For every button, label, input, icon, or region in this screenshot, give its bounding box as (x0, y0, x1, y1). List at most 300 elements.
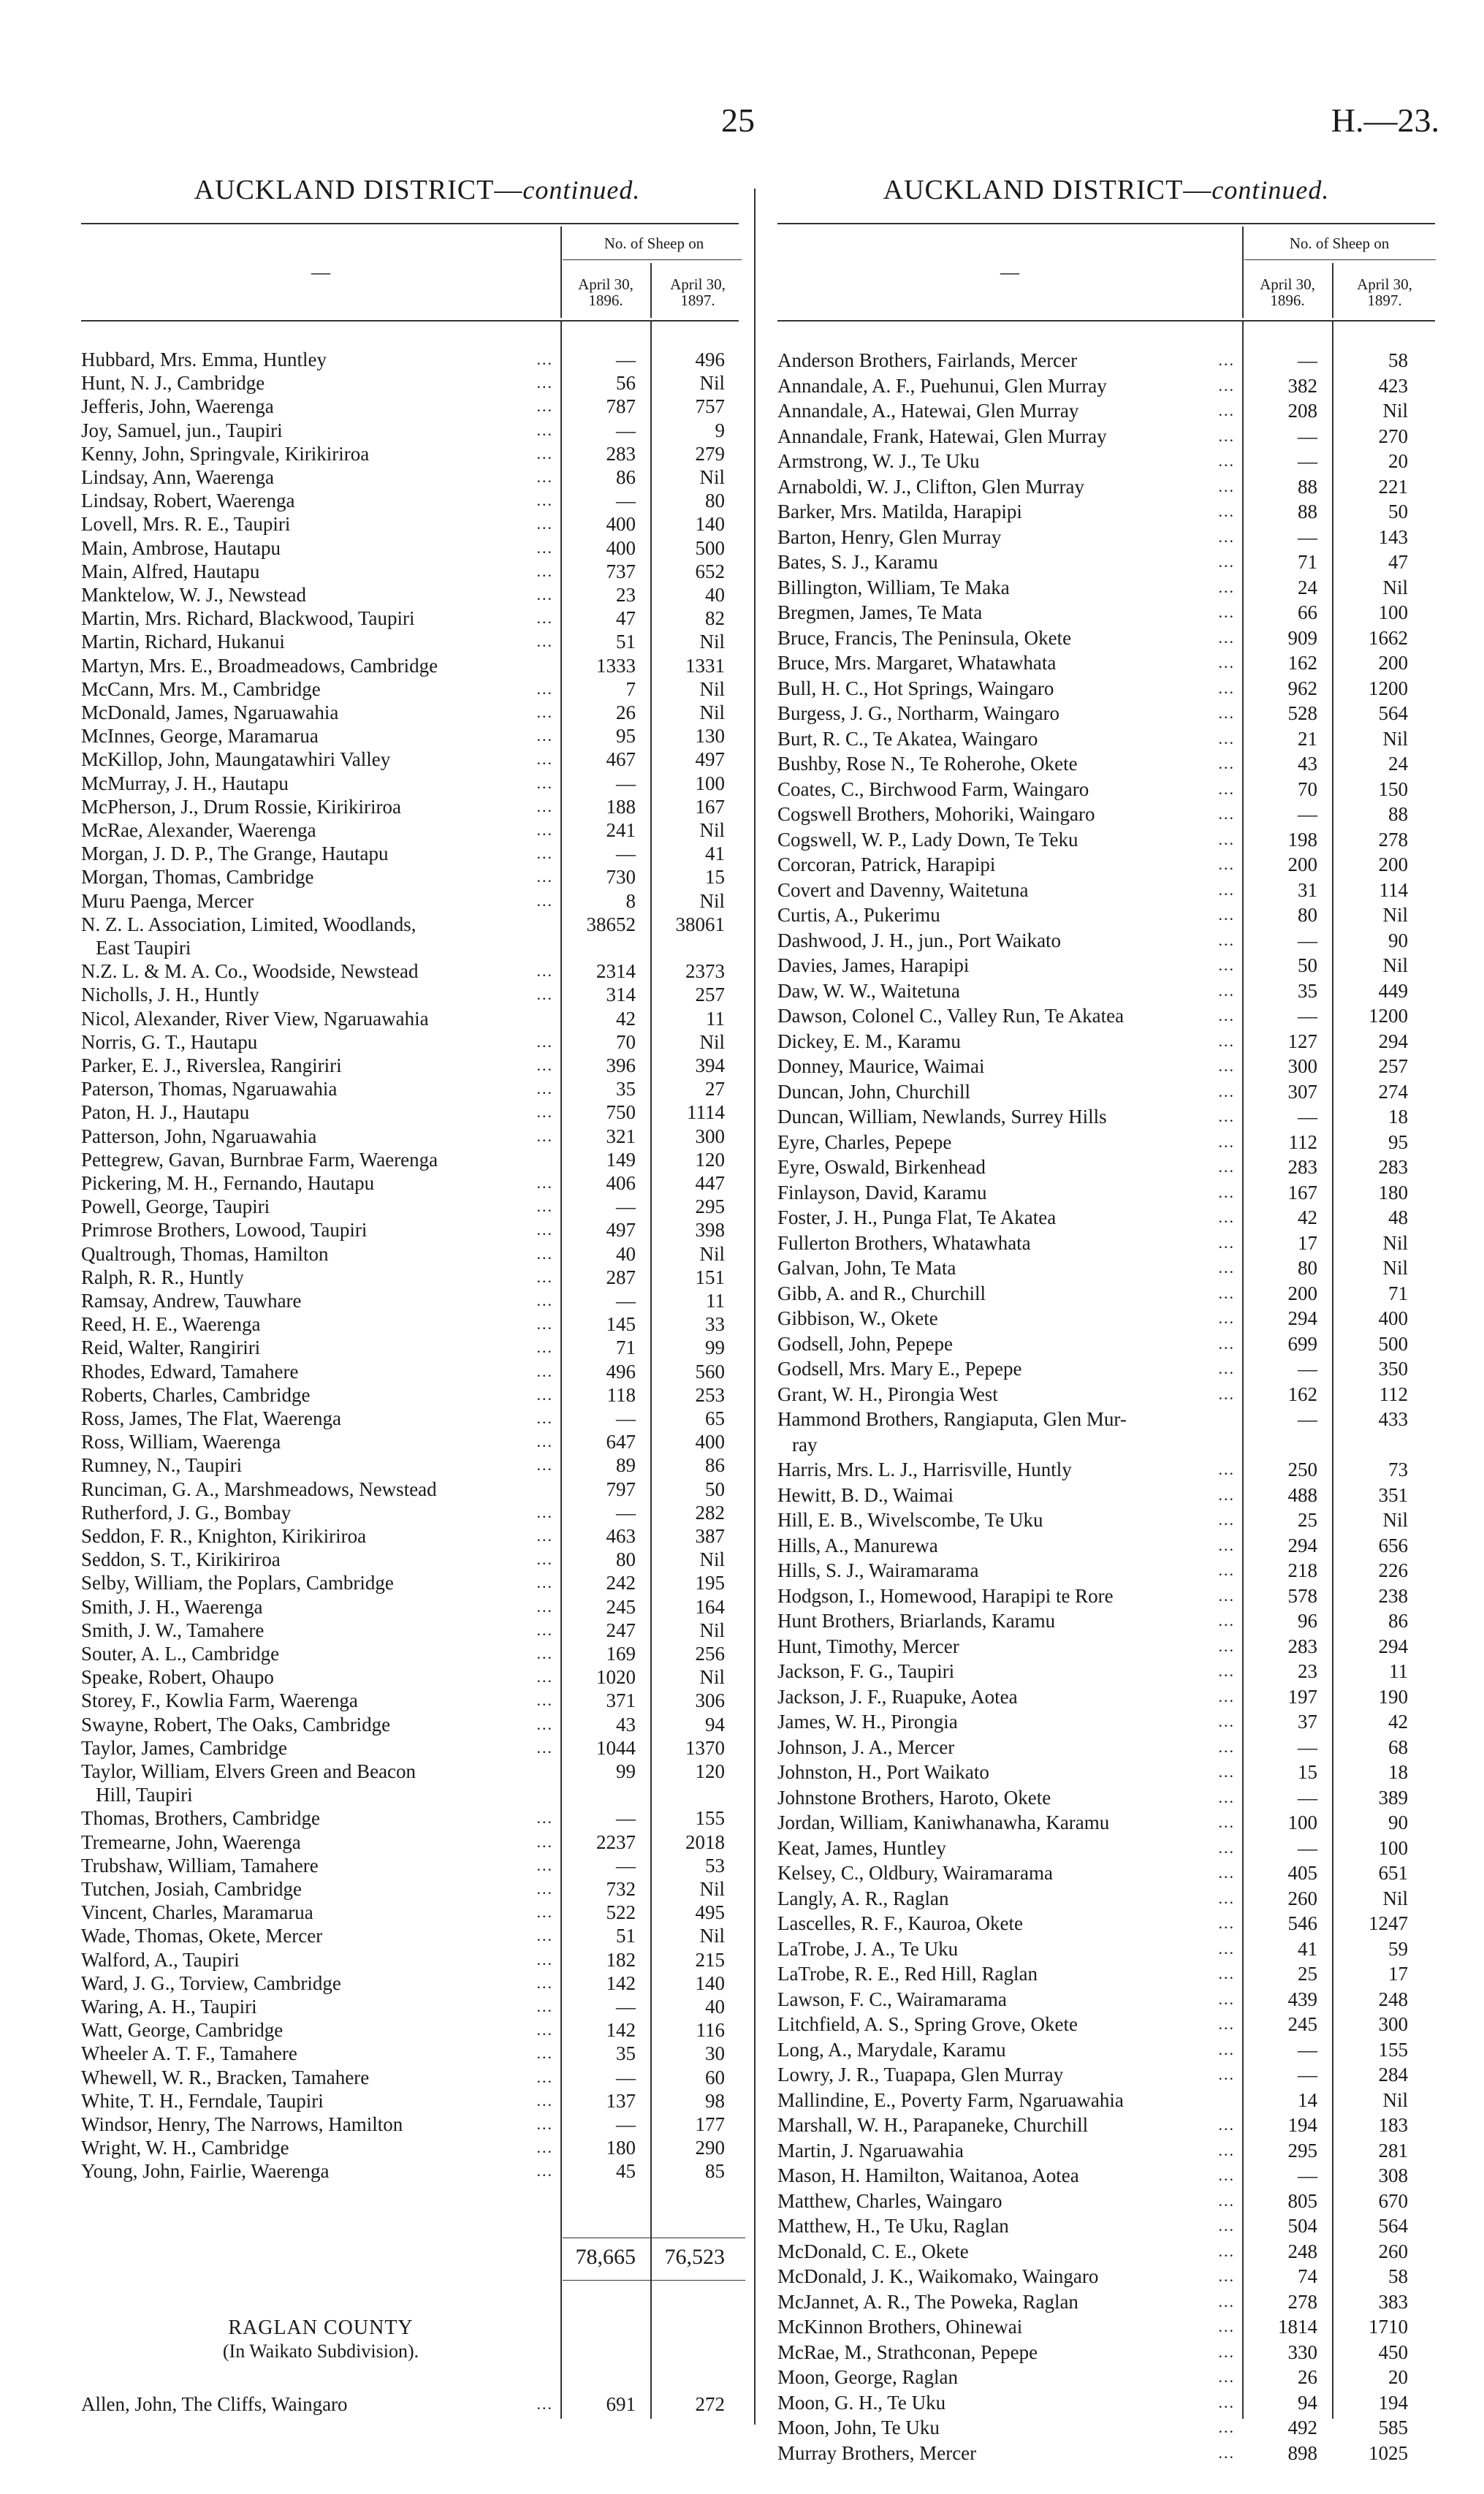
sheep-1897: 450 (1378, 2341, 1408, 2363)
owner-name-continued: East Taupiri (96, 937, 191, 959)
sheep-1896: 1044 (596, 1736, 636, 1759)
owner-name: Speake, Robert, Ohaupo (81, 1666, 274, 1689)
sheep-1897: 68 (1388, 1735, 1408, 1758)
owner-name: Nicholls, J. H., Huntly (81, 984, 259, 1006)
owner-name: Anderson Brothers, Fairlands, Mercer (777, 349, 1078, 371)
sheep-1896: 145 (606, 1313, 636, 1336)
sheep-1897: 88 (1388, 803, 1408, 825)
dot-leader: ... (536, 773, 553, 792)
title-text: AUCKLAND DISTRICT— (883, 175, 1212, 205)
sheep-1896: 162 (1287, 1383, 1317, 1405)
dot-leader: ... (1218, 2115, 1235, 2134)
owner-name: McDonald, C. E., Okete (777, 2240, 969, 2262)
sheep-1897: 11 (706, 1290, 725, 1312)
owner-name: Vincent, Charles, Maramarua (81, 1901, 313, 1924)
dot-leader: ... (1218, 1838, 1235, 1857)
dot-leader: ... (1218, 754, 1235, 772)
sheep-1897: 281 (1378, 2139, 1408, 2162)
dot-leader: ... (536, 985, 553, 1004)
sheep-1896: 2237 (596, 1830, 636, 1853)
sheep-1897: 194 (1378, 2391, 1408, 2414)
owner-name: Jordan, William, Kaniwhanawha, Karamu (777, 1811, 1110, 1833)
owner-name: Tremearne, John, Waerenga (81, 1830, 301, 1853)
dot-leader: ... (536, 373, 553, 392)
dot-leader: ... (536, 1315, 553, 1334)
sheep-1897: 140 (695, 1972, 725, 1994)
sheep-1897: 86 (1388, 1610, 1408, 1632)
sheep-1897: 112 (1379, 1383, 1408, 1405)
owner-name: Barton, Henry, Glen Murray (777, 525, 1002, 548)
dot-leader: ... (536, 1456, 553, 1475)
sheep-1897: 447 (695, 1172, 725, 1194)
column-header-1897 (1333, 276, 1436, 308)
sheep-1896: 405 (1287, 1862, 1317, 1884)
owner-name: Hunt, Timothy, Mercer (777, 1635, 959, 1657)
dot-leader: ... (1218, 930, 1235, 949)
rule (1242, 227, 1244, 318)
sheep-1896: 8 (625, 889, 636, 912)
sheep-1896: — (616, 1407, 636, 1429)
dot-leader: ... (1218, 1636, 1235, 1655)
owner-name: Curtis, A., Pukerimu (777, 904, 940, 926)
sheep-1896: 99 (616, 1760, 636, 1782)
sheep-1896: 88 (1298, 475, 1317, 498)
owner-name: Jackson, F. G., Taupiri (777, 1660, 955, 1682)
dot-leader: ... (1218, 1384, 1235, 1403)
dot-leader: ... (536, 444, 553, 463)
column-divider (754, 189, 756, 2425)
owner-name: Moon, George, Raglan (777, 2366, 958, 2388)
sheep-1896: — (1298, 1735, 1317, 1758)
owner-name: Seddon, F. R., Knighton, Kirikiriroa (81, 1525, 367, 1547)
sheep-1897: Nil (1382, 400, 1408, 422)
sheep-1897: 47 (1388, 551, 1408, 573)
sheep-1896: 45 (616, 2160, 636, 2183)
rule (560, 227, 562, 318)
dot-leader: ... (1218, 1359, 1235, 1377)
dot-leader: ... (1218, 2418, 1235, 2436)
dot-leader: ... (1218, 1157, 1235, 1176)
sheep-1896: — (1298, 349, 1317, 371)
owner-name: Storey, F., Kowlia Farm, Waerenga (81, 1689, 358, 1712)
owner-name: McKillop, John, Maungatawhiri Valley (81, 748, 391, 771)
sheep-1896: 371 (606, 1689, 636, 1712)
owner-name: Rutherford, J. G., Bombay (81, 1501, 292, 1524)
sheep-1896: 330 (1287, 2341, 1317, 2363)
sheep-1897: 48 (1388, 1206, 1408, 1228)
owner-name: Matthew, Charles, Waingaro (777, 2189, 1002, 2212)
dot-leader: ... (1218, 1989, 1235, 2008)
sheep-1897: 278 (1378, 828, 1408, 851)
header-line: 1896. (588, 292, 623, 309)
dot-leader: ... (1218, 2392, 1235, 2411)
sheep-1897: 42 (1388, 1711, 1408, 1733)
sheep-1897: 11 (1389, 1660, 1408, 1682)
sheep-1897: 389 (1378, 1786, 1408, 1809)
sheep-1896: — (1298, 2164, 1317, 2186)
owner-name: Bull, H. C., Hot Springs, Waingaro (777, 677, 1054, 699)
owner-name: Wade, Thomas, Okete, Mercer (81, 1925, 323, 1947)
owner-name: Dickey, E. M., Karamu (777, 1030, 961, 1052)
owner-name: Dawson, Colonel C., Valley Run, Te Akatea (777, 1005, 1125, 1027)
sheep-1897: 155 (695, 1807, 725, 1830)
owner-name: Young, John, Fairlie, Waerenga (81, 2160, 330, 2183)
owner-name: Burgess, J. G., Northarm, Waingaro (777, 702, 1060, 724)
sheep-1897: 308 (1378, 2164, 1408, 2186)
dot-leader: ... (1218, 1208, 1235, 1226)
owner-name: McMurray, J. H., Hautapu (81, 772, 289, 794)
owner-name: Gibbison, W., Okete (777, 1307, 938, 1329)
dot-leader: ... (536, 1573, 553, 1592)
sheep-1896: 25 (1298, 1509, 1317, 1531)
sheep-1897: 9 (715, 419, 725, 441)
owner-name: Lawson, F. C., Wairamarama (777, 1988, 1007, 2010)
owner-name: Paterson, Thomas, Ngaruawahia (81, 1078, 338, 1100)
owner-name: Morgan, J. D. P., The Grange, Hautapu (81, 843, 389, 865)
owner-name: Armstrong, W. J., Te Uku (777, 450, 980, 472)
dot-leader: ... (1218, 2241, 1235, 2260)
dot-leader: ... (1218, 2140, 1235, 2159)
sheep-1897: 71 (1388, 1282, 1408, 1304)
sheep-1897: 20 (1388, 2366, 1408, 2388)
sheep-1897: 294 (1378, 1030, 1408, 1052)
sheep-1896: 287 (606, 1266, 636, 1288)
sheep-1897: 80 (705, 490, 725, 512)
sheep-1897: Nil (1382, 1887, 1408, 1909)
sheep-1896: — (1298, 1005, 1317, 1027)
dot-leader: ... (536, 1714, 553, 1733)
sheep-1896: 182 (606, 1948, 636, 1971)
sheep-1896: 208 (1287, 400, 1317, 422)
owner-name: Selby, William, the Poplars, Cambridge (81, 1572, 394, 1594)
dot-leader: ... (1218, 1510, 1235, 1529)
sheep-1896: 283 (606, 442, 636, 465)
sheep-1897: Nil (699, 1878, 725, 1900)
owner-name: Matthew, H., Te Uku, Raglan (777, 2215, 1009, 2237)
dot-leader: ... (536, 962, 553, 981)
sheep-1896: 23 (616, 584, 636, 606)
owner-name: McDonald, James, Ngaruawahia (81, 702, 339, 723)
sheep-1896: 37 (1298, 1711, 1317, 1733)
sheep-1897: 90 (1388, 929, 1408, 951)
sheep-1897: 73 (1388, 1459, 1408, 1480)
sheep-1896: 42 (1298, 1206, 1317, 1228)
sheep-1896: 21 (1298, 727, 1317, 750)
dot-leader: ... (1218, 1914, 1235, 1932)
dot-leader: ... (536, 1903, 553, 1922)
dot-leader: ... (1218, 1939, 1235, 1958)
owner-name: Bregmen, James, Te Mata (777, 601, 983, 623)
rule (777, 223, 1435, 224)
dot-leader: ... (536, 468, 553, 486)
owner-name: LaTrobe, R. E., Red Hill, Raglan (777, 1963, 1038, 1985)
sheep-1896: 127 (1287, 1030, 1317, 1052)
sheep-1897: 90 (1388, 1811, 1408, 1833)
sheep-1897: 59 (1388, 1937, 1408, 1960)
sheep-1896: 95 (616, 725, 636, 748)
sheep-1897: Nil (699, 1548, 725, 1571)
dot-leader: ... (1218, 1586, 1235, 1605)
owner-name: Eyre, Oswald, Birkenhead (777, 1156, 986, 1178)
dot-leader: ... (1218, 704, 1235, 722)
sheep-1896: — (616, 1501, 636, 1524)
owner-name: Smith, J. H., Waerenga (81, 1595, 263, 1618)
sheep-1897: 256 (695, 1643, 725, 1665)
dot-leader: ... (1218, 552, 1235, 571)
owner-name: Windsor, Henry, The Narrows, Hamilton (81, 2113, 403, 2135)
sheep-1897: 85 (705, 2160, 725, 2183)
sheep-1897: 284 (1378, 2064, 1408, 2086)
header-line: 1896. (1270, 292, 1305, 309)
sheep-1896: 321 (606, 1125, 636, 1147)
sheep-1897: Nil (699, 372, 725, 395)
owner-name: Primrose Brothers, Lowood, Taupiri (81, 1219, 368, 1242)
sheep-1896: 522 (606, 1901, 636, 1924)
sheep-1896: — (1298, 929, 1317, 951)
owner-name: N.Z. L. & M. A. Co., Woodside, Newstead (81, 960, 419, 983)
sheep-1897: 143 (1378, 525, 1408, 548)
owner-name: Burt, R. C., Te Akatea, Waingaro (777, 727, 1038, 750)
dot-leader: ... (1218, 2166, 1235, 2184)
sheep-1897: 99 (705, 1337, 725, 1359)
sheep-1897: Nil (1382, 1509, 1408, 1531)
owner-name: McDonald, J. K., Waikomako, Waingaro (777, 2265, 1099, 2287)
column-header-name: — (1000, 262, 1019, 283)
owner-name: Cogswell Brothers, Mohoriki, Waingaro (777, 803, 1095, 825)
dot-leader: ... (536, 1291, 553, 1309)
sheep-1896: — (616, 1854, 636, 1877)
sheep-1897: Nil (1382, 727, 1408, 750)
dot-leader: ... (536, 1220, 553, 1239)
sheep-1896: 691 (606, 2393, 636, 2415)
owner-name-continued: Hill, Taupiri (96, 1784, 193, 1806)
sheep-1896: 647 (606, 1431, 636, 1453)
owner-name: Keat, James, Huntley (777, 1836, 946, 1859)
owner-name: Jackson, J. F., Ruapuke, Aotea (777, 1685, 1018, 1708)
sheep-1896: 14 (1298, 2088, 1317, 2111)
sheep-1896: 805 (1287, 2189, 1317, 2212)
sheep-1897: 351 (1378, 1483, 1408, 1506)
owner-name: Taylor, William, Elvers Green and Beacon Hill, Taupiri (81, 1760, 556, 1806)
owner-name: Daw, W. W., Waitetuna (777, 979, 960, 1002)
sheep-1896: 382 (1287, 374, 1317, 397)
sheep-1897: Nil (699, 1242, 725, 1265)
sheep-1896: 546 (1287, 1912, 1317, 1934)
sheep-1897: Nil (699, 702, 725, 723)
sheep-1896: — (1298, 1836, 1317, 1859)
dot-leader: ... (1218, 2342, 1235, 2361)
owner-name: McInnes, George, Maramarua (81, 725, 319, 748)
dot-leader: ... (1218, 1258, 1235, 1277)
dot-leader: ... (1218, 2317, 1235, 2335)
owner-name: Foster, J. H., Punga Flat, Te Akatea (777, 1206, 1057, 1228)
rule (81, 223, 739, 224)
sheep-1896: 406 (606, 1172, 636, 1194)
dot-leader: ... (536, 1832, 553, 1851)
owner-name: Main, Alfred, Hautapu (81, 560, 260, 582)
owner-name: Muru Paenga, Mercer (81, 889, 254, 912)
column-header-1897 (652, 276, 744, 308)
sheep-1897: 290 (695, 2137, 725, 2159)
sheep-1897: 1331 (685, 654, 725, 677)
sheep-1896: 88 (1298, 501, 1317, 522)
owner-name: Lindsay, Robert, Waerenga (81, 490, 295, 512)
sheep-1897: Nil (699, 889, 725, 912)
sheep-1896: 1814 (1278, 2316, 1317, 2338)
dot-leader: ... (1218, 1611, 1235, 1630)
owner-name: Bates, S. J., Karamu (777, 551, 938, 573)
dot-leader: ... (536, 1855, 553, 1874)
sheep-1896: 247 (606, 1619, 636, 1641)
sheep-1896: 51 (616, 1925, 636, 1947)
sheep-1896: 38652 (586, 913, 636, 935)
dot-leader: ... (536, 1079, 553, 1098)
sheep-1897: 238 (1378, 1584, 1408, 1607)
owner-name: Johnson, J. A., Mercer (777, 1735, 955, 1758)
dot-leader: ... (1218, 1964, 1235, 1982)
owner-name: Ramsay, Andrew, Tauwhare (81, 1290, 302, 1312)
sheep-1897: Nil (699, 1666, 725, 1689)
sheep-1896: 295 (1287, 2139, 1317, 2162)
sheep-1896: 169 (606, 1643, 636, 1665)
sheep-1897: 30 (705, 2042, 725, 2065)
sheep-1897: 1370 (685, 1736, 725, 1759)
rule (563, 259, 742, 260)
sheep-1897: 300 (1378, 2013, 1408, 2035)
sheep-1897: 394 (695, 1054, 725, 1076)
sheep-1897: 560 (695, 1360, 725, 1383)
sheep-1897: 387 (695, 1525, 725, 1547)
sheep-1896: — (1298, 450, 1317, 472)
sheep-1896: 250 (1287, 1459, 1317, 1480)
sheep-1896: 909 (1287, 626, 1317, 649)
owner-name: Main, Ambrose, Hautapu (81, 536, 281, 559)
dot-leader: ... (536, 420, 553, 439)
sheep-1897: 24 (1388, 753, 1408, 775)
sheep-1897: 180 (1378, 1181, 1408, 1204)
sheep-1897: 496 (695, 349, 725, 370)
sheep-1896: — (616, 419, 636, 441)
sheep-1897: 15 (705, 866, 725, 889)
sheep-1896: 94 (1298, 2391, 1317, 2414)
dot-leader: ... (1218, 452, 1235, 470)
sheep-1897: 248 (1378, 1988, 1408, 2010)
dot-leader: ... (1218, 1813, 1235, 1831)
sheep-1896: 80 (1298, 1257, 1317, 1279)
sheep-1896: 80 (616, 1548, 636, 1571)
rule (560, 322, 562, 2419)
owner-name: Lindsay, Ann, Waerenga (81, 466, 275, 488)
owner-name: Bruce, Francis, The Peninsula, Okete (777, 626, 1072, 649)
owner-name: Marshall, W. H., Parapaneke, Churchill (777, 2114, 1089, 2136)
sheep-1897: 100 (1378, 1836, 1408, 1859)
sheep-1896: 730 (606, 866, 636, 889)
sheep-1896: 283 (1287, 1635, 1317, 1657)
dot-leader: ... (1218, 653, 1235, 672)
owner-name: Moon, G. H., Te Uku (777, 2391, 946, 2414)
dot-leader: ... (536, 1527, 553, 1545)
rule (563, 2280, 745, 2281)
sheep-1897: 2373 (685, 960, 725, 983)
sheep-1896: — (616, 1996, 636, 2018)
dot-leader: ... (1218, 956, 1235, 974)
owner-name: Nicol, Alexander, River View, Ngaruawahia (81, 1007, 429, 1030)
sheep-1897: 253 (695, 1383, 725, 1406)
sheep-1896: 86 (616, 466, 636, 488)
dot-leader: ... (536, 491, 553, 510)
sheep-1897: 94 (705, 1713, 725, 1735)
owner-name: Davies, James, Harapipi (777, 954, 970, 976)
owner-name: Godsell, Mrs. Mary E., Pepepe (777, 1358, 1022, 1380)
sheep-1896: 200 (1287, 1282, 1317, 1304)
sheep-1896: — (1298, 1358, 1317, 1380)
dot-leader: ... (536, 844, 553, 863)
dot-leader: ... (536, 2044, 553, 2063)
owner-name: Arnaboldi, W. J., Clifton, Glen Murray (777, 475, 1084, 498)
dot-leader: ... (1218, 880, 1235, 899)
sheep-1896: 497 (606, 1219, 636, 1242)
sheep-1896: 2314 (596, 960, 636, 983)
owner-name: Langly, A. R., Raglan (777, 1887, 949, 1909)
sheep-1896: 70 (1298, 778, 1317, 800)
sheep-1896: 194 (1287, 2114, 1317, 2136)
owner-name: McCann, Mrs. M., Cambridge (81, 677, 321, 700)
dot-leader: ... (536, 797, 553, 816)
sheep-1897: 215 (695, 1948, 725, 1971)
column-header-name: — (311, 262, 330, 283)
sheep-1897: 564 (1378, 702, 1408, 724)
owner-name: Bruce, Mrs. Margaret, Whatawhata (777, 652, 1057, 674)
sheep-1897: 257 (1378, 1055, 1408, 1077)
sheep-1896: — (1298, 803, 1317, 825)
sheep-1896: 40 (616, 1242, 636, 1265)
owner-name: Ross, James, The Flat, Waerenga (81, 1407, 342, 1429)
dot-leader: ... (536, 1950, 553, 1969)
dot-leader: ... (1218, 1662, 1235, 1680)
owner-name: McRae, Alexander, Waerenga (81, 819, 316, 841)
sheep-1897: 151 (695, 1266, 725, 1288)
owner-name: Johnstone Brothers, Haroto, Okete (777, 1786, 1051, 1809)
sheep-1897: 279 (695, 442, 725, 465)
owner-name: Annandale, A. F., Puehunui, Glen Murray (777, 374, 1107, 397)
dot-leader: ... (536, 821, 553, 839)
dot-leader: ... (536, 350, 553, 368)
page-number: 25 (721, 102, 755, 139)
owner-name: Reed, H. E., Waerenga (81, 1313, 261, 1336)
owner-name: Lascelles, R. F., Kauroa, Okete (777, 1912, 1023, 1934)
sheep-1896: — (616, 1290, 636, 1312)
dot-leader: ... (536, 1056, 553, 1074)
dot-leader: ... (1218, 1535, 1235, 1554)
owner-name: Taylor, James, Cambridge (81, 1736, 287, 1759)
sheep-1896: 17 (1298, 1231, 1317, 1254)
owner-name: Jefferis, John, Waerenga (81, 395, 274, 418)
sheep-1896: 41 (1298, 1937, 1317, 1960)
dot-leader: ... (536, 1973, 553, 1992)
owner-name: McPherson, J., Drum Rossie, Kirikiriroa (81, 795, 401, 818)
sheep-1897: 200 (1378, 853, 1408, 875)
sheep-1897: 100 (1378, 601, 1408, 623)
sheep-1897: 433 (1378, 1408, 1408, 1430)
owner-name: Runciman, G. A., Marshmeadows, Newstead (81, 1478, 437, 1500)
sheep-1897: 27 (705, 1078, 725, 1100)
sheep-1897: 295 (695, 1195, 725, 1218)
owner-name: Bushby, Rose N., Te Roherohe, Okete (777, 753, 1078, 775)
owner-name: Trubshaw, William, Tamahere (81, 1854, 319, 1877)
owner-name: Finlayson, David, Karamu (777, 1181, 987, 1204)
sheep-1896: 496 (606, 1360, 636, 1383)
owner-name: Manktelow, W. J., Newstead (81, 584, 306, 606)
